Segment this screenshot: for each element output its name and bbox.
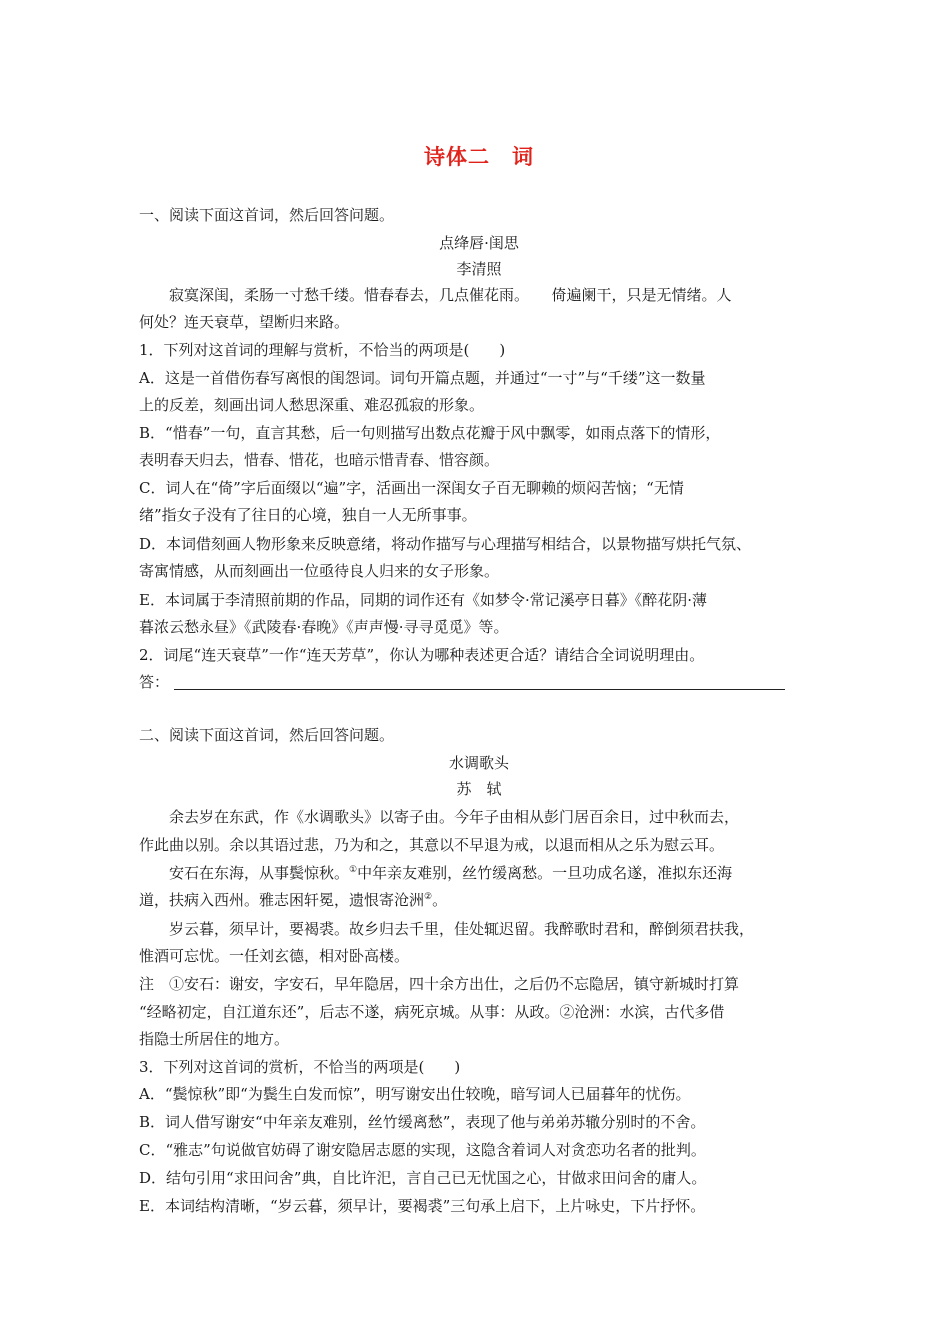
q1-option-e: E．本词属于李清照前期的作品，同期的词作还有《如梦令·常记溪亭日暮》《醉花阴·薄 <box>139 591 707 609</box>
poem2-preface: 余去岁在东武，作《水调歌头》以寄子由。今年子由相从彭门居百余日，过中秋而去， <box>169 808 740 826</box>
q3-option-b: B．词人借写谢安“中年亲友难别，丝竹缓离愁”，表现了他与弟弟苏辙分别时的不舍。 <box>139 1113 706 1131</box>
poem1-title: 点绛唇·闺思 <box>439 234 519 252</box>
section2-heading: 二、阅读下面这首词，然后回答问题。 <box>139 726 395 744</box>
poem2-notes: 注 ①安石：谢安，字安石，早年隐居，四十余方出仕，之后仍不忘隐居，镇守新城时打算 <box>139 975 740 993</box>
q1-option-a-cont: 上的反差，刻画出词人愁思深重、难忍孤寂的形象。 <box>139 396 485 414</box>
q1-option-c: C．词人在“倚”字后面缀以“遍”字，活画出一深闺女子百无聊赖的烦闷苦恼；“无情 <box>139 479 684 497</box>
poem2-stanza1-line <box>139 862 849 884</box>
poem2-notes-cont: 指隐士所居住的地方。 <box>139 1030 290 1048</box>
answer-line[interactable] <box>174 689 785 690</box>
poem1-author: 李清照 <box>456 260 502 278</box>
q3-option-a: A．“鬓惊秋”即“为鬓生白发而惊”，明写谢安出仕较晚，暗写词人已届暮年的忧伤。 <box>139 1085 691 1103</box>
poem2-author: 苏 轼 <box>456 780 502 798</box>
poem2-stanza2-line: 岁云暮，须早计，要褐裘。故乡归去千里，佳处辄迟留。我醉歌时君和，醉倒须君扶我， <box>169 920 755 938</box>
poem2-preface-cont: 作此曲以别。余以其语过悲，乃为和之，其意以不早退为戒，以退而相从之乐为慰云耳。 <box>139 836 725 854</box>
q1-option-c-cont: 绪”指女子没有了往日的心境，独自一人无所事事。 <box>139 506 477 524</box>
question-3-stem: 3．下列对这首词的赏析，不恰当的两项是( ) <box>139 1058 461 1076</box>
q1-option-d-cont: 寄寓情感，从而刻画出一位亟待良人归来的女子形象。 <box>139 562 500 580</box>
answer-label: 答： <box>139 673 170 691</box>
q1-option-e-cont: 暮浓云愁永昼》《武陵春·春晚》《声声慢·寻寻觅觅》等。 <box>139 618 509 636</box>
question-2-stem: 2．词尾“连天衰草”一作“连天芳草”，你认为哪种表述更合适？请结合全词说明理由。 <box>139 646 705 664</box>
page-title: 诗体二 词 <box>424 144 534 169</box>
poem2-stanza2-line: 惟酒可忘忧。一任刘玄德，相对卧高楼。 <box>139 947 410 965</box>
q1-option-b: B．“惜春”一句，直言其愁，后一句则描写出数点花瓣于风中飘零，如雨点落下的情形， <box>139 424 721 442</box>
footnote-marker-1: ① <box>349 865 358 875</box>
text-run: 中年亲友难别，丝竹缓离愁。一旦功成名遂，准拟东还海 <box>357 864 733 882</box>
q1-option-a: A．这是一首借伤春写离恨的闺怨词。词句开篇点题，并通过“一寸”与“千缕”这一数量 <box>139 369 706 387</box>
poem2-title: 水调歌头 <box>448 754 509 772</box>
text-run: 安石在东海，从事鬓惊秋。 <box>169 864 350 882</box>
q3-option-d: D．结句引用“求田问舍”典，自比许汜，言自己已无忧国之心，甘做求田问舍的庸人。 <box>139 1169 707 1187</box>
q1-option-d: D．本词借刻画人物形象来反映意绪，将动作描写与心理描写相结合，以景物描写烘托气氛、 <box>139 535 752 553</box>
q1-option-b-cont: 表明春天归去，惜春、惜花，也暗示惜青春、惜容颜。 <box>139 451 500 469</box>
text-run: 道，扶病入西州。雅志困轩冕，遗恨寄沧洲 <box>139 891 425 909</box>
question-1-stem: 1．下列对这首词的理解与赏析，不恰当的两项是( ) <box>139 341 506 359</box>
poem2-stanza1-line <box>139 889 819 911</box>
q3-option-c: C．“雅志”句说做官妨碍了谢安隐居志愿的实现，这隐含着词人对贪恋功名者的批判。 <box>139 1141 706 1159</box>
footnote-marker-2: ② <box>424 892 433 902</box>
section1-heading: 一、阅读下面这首词，然后回答问题。 <box>139 206 395 224</box>
text-run: 。 <box>432 891 448 909</box>
q3-option-e: E．本词结构清晰，“岁云暮，须早计，要褐裘”三句承上启下，上片咏史，下片抒怀。 <box>139 1197 706 1215</box>
poem1-line: 何处？连天衰草，望断归来路。 <box>139 313 350 331</box>
poem1-line: 寂寞深闺，柔肠一寸愁千缕。惜春春去，几点催花雨。 倚遍阑干，只是无情绪。人 <box>169 286 732 304</box>
poem2-notes-cont: “经略初定，自江道东还”，后志不遂，病死京城。从事：从政。②沧洲：水滨，古代多借 <box>139 1003 725 1021</box>
